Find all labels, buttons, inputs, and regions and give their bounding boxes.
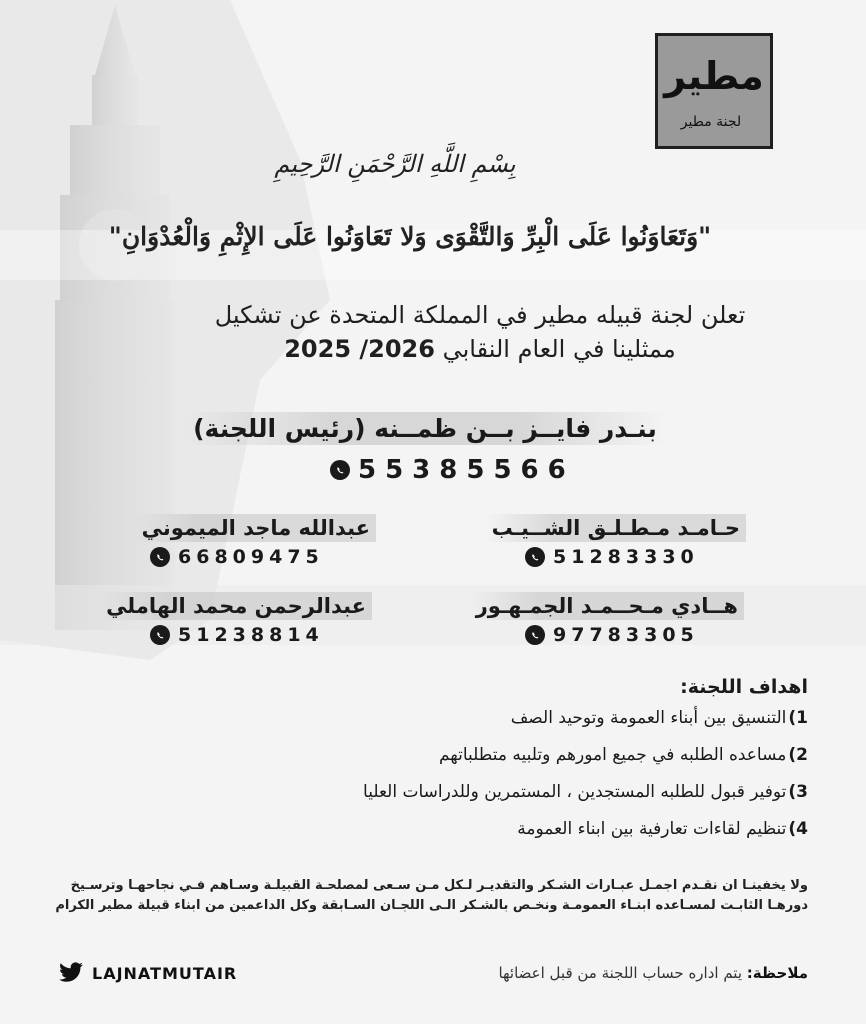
goal-text: تنظيم لقاءات تعارفية بين ابناء العمومة — [517, 819, 787, 839]
whatsapp-icon — [525, 625, 545, 645]
announcement-line-2-text: ممثلينا في العام النقابي — [442, 335, 676, 363]
member-name: عبدالله ماجد الميموني — [136, 514, 376, 542]
whatsapp-icon — [150, 625, 170, 645]
goal-number: 4) — [788, 819, 808, 839]
goal-number: 2) — [788, 745, 808, 765]
whatsapp-icon — [330, 460, 350, 480]
note — [498, 964, 808, 982]
goal-text: توفير قبول للطلبه المستجدين ، المستمرين وللدراسات العليا — [363, 782, 787, 802]
thanks-paragraph: ولا يخفينـا ان نقـدم اجمـل عبـارات الشـكر والتقديـر لـكل مـن سـعى لمصلحـة القبيلـة وسـاهم فـي نجاحهـا وترسـيخ دورهـا الثابـت لمسـاعده ابنـاء العمومـة ونخـص بالشـكر الـى اللجـان السـابقة وكل الداعمين من ابناء قبيلة مطير الكرام — [55, 878, 808, 913]
logo-title: مطير — [664, 54, 764, 98]
member-phone — [525, 546, 699, 568]
twitter-handle[interactable] — [58, 962, 237, 984]
member-phone-number: 51283330 — [553, 546, 699, 568]
twitter-handle-text: LAJNATMUTAIR — [92, 963, 238, 983]
mutair-logo — [655, 33, 773, 149]
member-phone-number: 51238814 — [178, 624, 324, 646]
committee-goals — [248, 676, 808, 856]
chair-phone-number: 55385566 — [358, 455, 575, 485]
member-name: هــادي مـحــمـد الجمـهـور — [470, 592, 744, 620]
goal-text: التنسيق بين أبناء العمومة وتوحيد الصف — [510, 708, 787, 728]
member-phone-number: 66809475 — [178, 546, 324, 568]
goal-text: مساعده الطلبه في جميع امورهم وتلبيه متطلباتهم — [438, 745, 787, 765]
note-label: ملاحظة: — [746, 964, 808, 982]
goal-item — [248, 708, 808, 728]
member-phone — [150, 546, 324, 568]
term-year: 2026/ 2025 — [284, 335, 435, 363]
goal-item — [248, 745, 808, 765]
announcement — [180, 298, 780, 366]
note-text: يتم اداره حساب اللجنة من قبل اعضائها — [498, 964, 743, 982]
goal-number: 3) — [788, 782, 808, 802]
member-name: عبدالرحمن محمد الهاملي — [100, 592, 372, 620]
logo-subtitle: لجنة مطير — [680, 114, 742, 130]
whatsapp-icon — [525, 547, 545, 567]
announcement-line-1: تعلن لجنة قبيله مطير في المملكة المتحدة عن تشكيل — [214, 301, 746, 329]
member-name: حـامـد مـطـلـق الشــيـب — [486, 514, 746, 542]
goal-item — [248, 782, 808, 802]
chair-name: بنـدر فايــز بــن ظمــنه (رئيس اللجنة) — [183, 412, 667, 445]
chair-phone — [330, 455, 575, 485]
whatsapp-icon — [150, 547, 170, 567]
announcement-line-2 — [180, 332, 780, 366]
member-phone — [525, 624, 699, 646]
chair-block — [170, 412, 680, 445]
member-phone-number: 97783305 — [553, 624, 699, 646]
goals-title: اهداف اللجنة: — [680, 676, 808, 698]
goal-item — [248, 819, 808, 839]
twitter-icon — [58, 962, 84, 984]
basmala: بِسْمِ اللَّهِ الرَّحْمَنِ الرَّحِيمِ — [274, 150, 516, 178]
goal-number: 1) — [788, 708, 808, 728]
member-phone — [150, 624, 324, 646]
quran-verse: "وَتَعَاوَنُوا عَلَى الْبِرِّ وَالتَّقْوَى وَلا تَعَاوَنُوا عَلَى الإِثْمِ وَالْعُدْوَانِ" — [108, 222, 712, 251]
